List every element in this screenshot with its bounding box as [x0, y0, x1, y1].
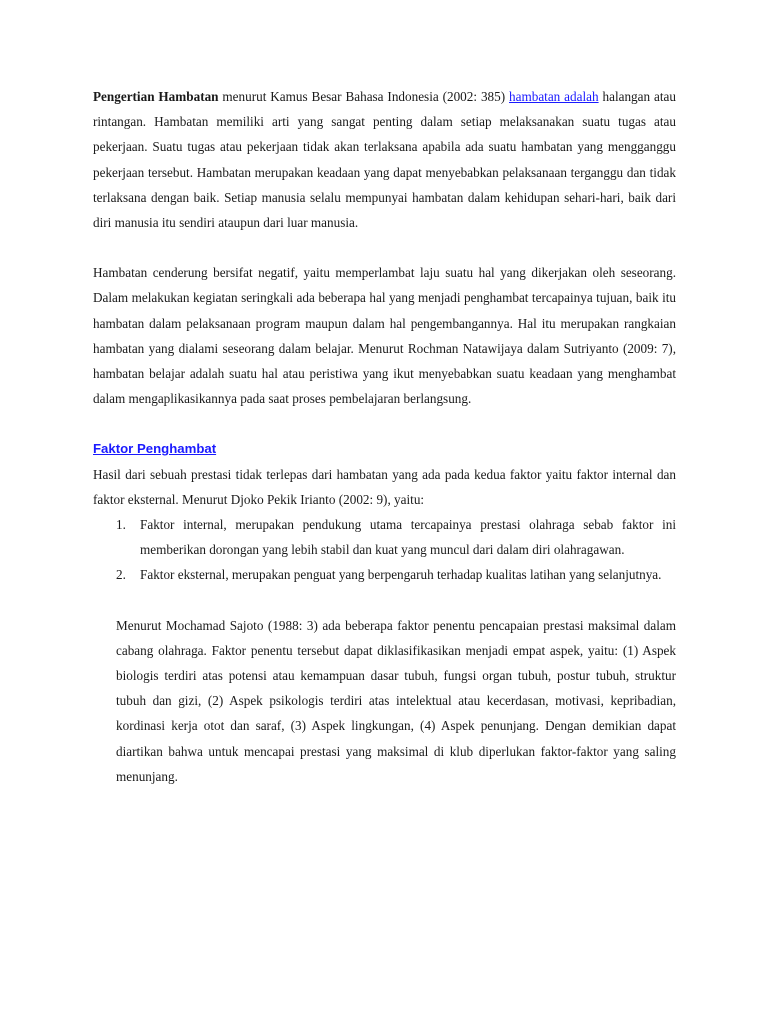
- list-item-text: Faktor internal, merupakan pendukung utama tercapainya prestasi olahraga sebab faktor ini memberikan dorongan yang lebih stabil dan kuat yang muncul dari dalam diri olahragawan.: [140, 517, 676, 558]
- term-pengertian-hambatan: Pengertian Hambatan: [93, 89, 219, 104]
- section-heading-faktor-penghambat[interactable]: Faktor Penghambat: [93, 441, 217, 457]
- list-number: 1.: [116, 517, 126, 533]
- list-item-faktor-eksternal: [93, 562, 676, 587]
- paragraph-spacer: [93, 235, 676, 260]
- list-item-text: Faktor eksternal, merupakan penguat yang berpengaruh terhadap kualitas latihan yang selanjutnya.: [140, 567, 662, 583]
- numbered-list-faktor: [93, 512, 676, 588]
- paragraph-hambatan-negatif: Hambatan cenderung bersifat negatif, yaitu memperlambat laju suatu hal yang dikerjakan oleh seseorang. Dalam melakukan kegiatan seringkali ada beberapa hal yang menjadi penghambat tercapainya tujuan, baik itu hambatan dalam pelaksanaan program maupun dalam hal pengembangannya. Hal itu merupakan rangkaian hambatan yang dialami seseorang dalam belajar. Menurut Rochman Natawijaya dalam Sutriyanto (2009: 7), hambatan belajar adalah suatu hal atau peristiwa yang ikut menyebabkan suatu keadaan yang menghambat dalam mengaplikasikannya pada saat proses pembelajaran berlangsung.: [93, 265, 676, 407]
- paragraph-mochamad-sajoto: Menurut Mochamad Sajoto (1988: 3) ada beberapa faktor penentu pencapaian prestasi maksimal dalam cabang olahraga. Faktor penentu tersebut dapat diklasifikasikan menjadi empat aspek, yaitu: (1) Aspek biologis terdiri atas potensi atau kemampuan dasar tubuh, fungsi organ tubuh, postur tubuh, struktur tubuh dan gizi, (2) Aspek psikologis terdiri atas intelektual atau kecerdasan, motivasi, kepribadian, kordinasi kerja otot dan saraf, (3) Aspek lingkungan, (4) Aspek penunjang. Dengan demikian dapat diartikan bahwa untuk mencapai prestasi yang maksimal di klub diperlukan faktor-faktor yang saling menunjang.: [116, 617, 676, 784]
- paragraph-spacer: [93, 588, 676, 613]
- list-number: 2.: [116, 567, 126, 583]
- paragraph-hasil-prestasi: Hasil dari sebuah prestasi tidak terlepas dari hambatan yang ada pada kedua faktor yaitu faktor internal dan faktor eksternal. Menurut Djoko Pekik Irianto (2002: 9), yaitu:: [93, 466, 676, 507]
- paragraph-pengertian-hambatan: [93, 84, 676, 235]
- paragraph-text-segment: halangan atau rintangan. Hambatan memiliki arti yang sangat penting dalam setiap melaksanakan suatu tugas atau pekerjaan. Suatu tugas atau pekerjaan tidak akan terlaksana apabila ada suatu hambatan yang mengganggu pekerjaan tersebut. Hambatan merupakan keadaan yang dapat menyebabkan pelaksanaan terganggu dan tidak terlaksana dengan baik. Setiap manusia selalu mempunyai hambatan dalam kehidupan sehari-hari, baik dari diri manusia itu sendiri ataupun dari luar manusia.: [93, 89, 676, 231]
- list-item-faktor-internal: [93, 512, 676, 562]
- paragraph-spacer: [93, 411, 676, 436]
- hambatan-adalah-link[interactable]: hambatan adalah: [509, 89, 599, 104]
- document-page: [93, 84, 676, 789]
- paragraph-text-segment: menurut Kamus Besar Bahasa Indonesia (2002: 385): [218, 89, 510, 104]
